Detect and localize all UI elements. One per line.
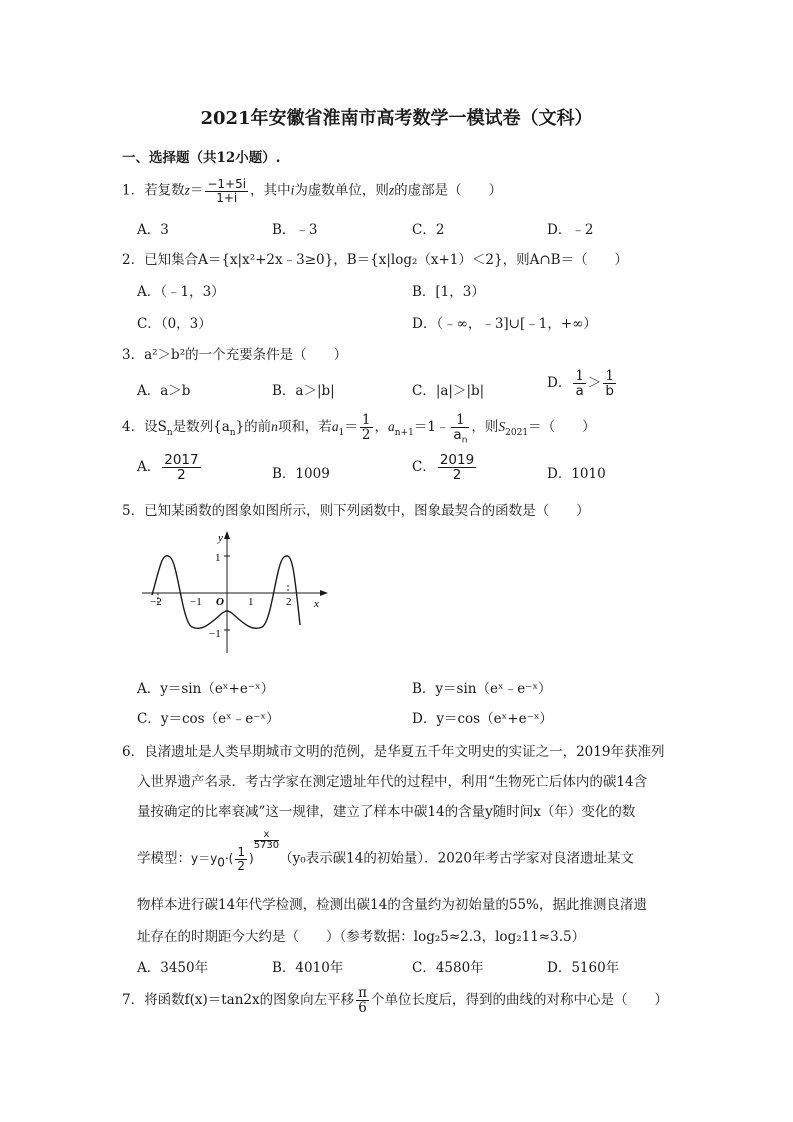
x-tick-2: 2: [286, 596, 292, 608]
q4-option-d[interactable]: D．1010: [547, 466, 606, 482]
x-axis-arrow: [320, 590, 328, 596]
q4-option-b[interactable]: B．1009: [272, 466, 330, 482]
y-axis-label: y: [218, 532, 223, 544]
section-heading: 一、选择题（共12小题）.: [122, 150, 281, 166]
q1-option-c[interactable]: C．2: [412, 222, 445, 238]
q4-option-c[interactable]: C． $\frac{2019}{2}$: [412, 452, 475, 484]
q6-option-a[interactable]: A．3450年: [137, 960, 209, 976]
question-4: 4．设$S_n$是数列$\{a_n\}$的前n项和，若$a_1=$ $\frac{1}{2}$ ，$a_{n+1}=1﹣$ $\frac{1}{a_n}$ ，则$S_{2021}=$（ ）: [122, 412, 596, 446]
question-1: 1．若复数z＝ $\frac{-1+5i}{1+i}$ ，其中i为虚数单位，则z的虚部是（ ）: [122, 177, 503, 205]
q1-fraction: $\frac{-1+5i}{1+i}$: [207, 177, 247, 205]
x-tick-neg2: −2: [150, 596, 162, 608]
question-2: 2．已知集合A＝{x|x²+2x﹣3≥0}，B＝{x|log₂（x+1）＜2}，则A∩B＝（ ）: [122, 252, 629, 268]
q2-option-b[interactable]: B．[1，3）: [412, 284, 485, 300]
q3-option-b[interactable]: B．a＞|b|: [272, 383, 335, 399]
q3-option-c[interactable]: C．|a|＞|b|: [412, 383, 485, 399]
q2-option-a[interactable]: A．（﹣1，3）: [137, 284, 225, 300]
y-tick-neg1: −1: [209, 628, 221, 640]
q5-option-c[interactable]: C．y＝cos（eˣ﹣e⁻ˣ）: [137, 711, 280, 727]
question-6-line-3: 量按确定的比率衰减”这一规律，建立了样本中碳14的含量y随时间x（年）变化的数: [137, 804, 636, 820]
q5-option-d[interactable]: D．y＝cos（eˣ+e⁻ˣ）: [412, 711, 553, 727]
q6-option-d[interactable]: D．5160年: [547, 960, 620, 976]
question-6-line-5: 物样本进行碳14年代学检测，检测出碳14的含量约为初始量的55%，据此推测良渚遗: [137, 897, 647, 913]
q3-option-a[interactable]: A．a＞b: [137, 383, 191, 399]
origin-label: O: [216, 596, 224, 608]
function-graph: [138, 527, 338, 657]
q6-option-b[interactable]: B．4010年: [272, 960, 344, 976]
x-tick-1: 1: [248, 596, 254, 608]
function-curve: [152, 556, 300, 629]
y-axis-arrow: [224, 531, 230, 539]
q6-option-c[interactable]: C．4580年: [412, 960, 484, 976]
q5-option-a[interactable]: A．y＝sin（eˣ+e⁻ˣ）: [137, 681, 275, 697]
q2-option-d[interactable]: D．（﹣∞，﹣3]∪[﹣1，+∞）: [412, 316, 597, 332]
q4-option-a[interactable]: A． $\frac{2017}{2}$: [137, 452, 199, 484]
x-axis-label: x: [314, 598, 319, 610]
question-6-line-2: 入世界遗产名录．考古学家在测定遗址年代的过程中，利用“生物死亡后体内的碳14含: [137, 774, 648, 790]
q5-option-b[interactable]: B．y＝sin（eˣ﹣e⁻ˣ）: [412, 681, 552, 697]
q1-option-d[interactable]: D．﹣2: [547, 222, 594, 238]
question-6-line-6: 址存在的时期距今大约是（ ）（参考数据：log₂5≈2.3，log₂11≈3.5）: [137, 929, 586, 945]
y-tick-1: 1: [215, 552, 221, 564]
q3-option-d[interactable]: D． $\frac{1}{a}$ ＞ $\frac{1}{b}$: [547, 368, 615, 400]
question-6-line-4: 学模型：$y=y_0\cdot$( $\frac{1}{2}$ ) $\frac{x}{5730}$ （y₀表示碳14的初始量）．2020年考古学家对良渚遗址某文: [137, 829, 634, 873]
question-6-line-1: 6．良渚遗址是人类早期城市文明的范例，是华夏五千年文明史的实证之一，2019年获准列: [122, 744, 665, 760]
question-7: 7．将函数f(x)＝tan2x的图象向左平移 $\frac{\pi}{6}$ 个单位长度后，得到的曲线的对称中心是（ ）: [122, 985, 668, 1017]
q2-option-c[interactable]: C．（0，3）: [137, 316, 212, 332]
exponent-fraction: $\frac{x}{5730}$: [253, 829, 280, 851]
q1-option-a[interactable]: A．3: [137, 222, 169, 238]
question-5: 5．已知某函数的图象如图所示，则下列函数中，图象最契合的函数是（ ）: [122, 503, 590, 519]
x-tick-neg1: −1: [190, 596, 202, 608]
page-title: 2021年安徽省淮南市高考数学一模试卷（文科）: [200, 108, 593, 129]
q1-option-b[interactable]: B．﹣3: [272, 222, 318, 238]
question-3: 3．a²＞b²的一个充要条件是（ ）: [122, 347, 348, 363]
